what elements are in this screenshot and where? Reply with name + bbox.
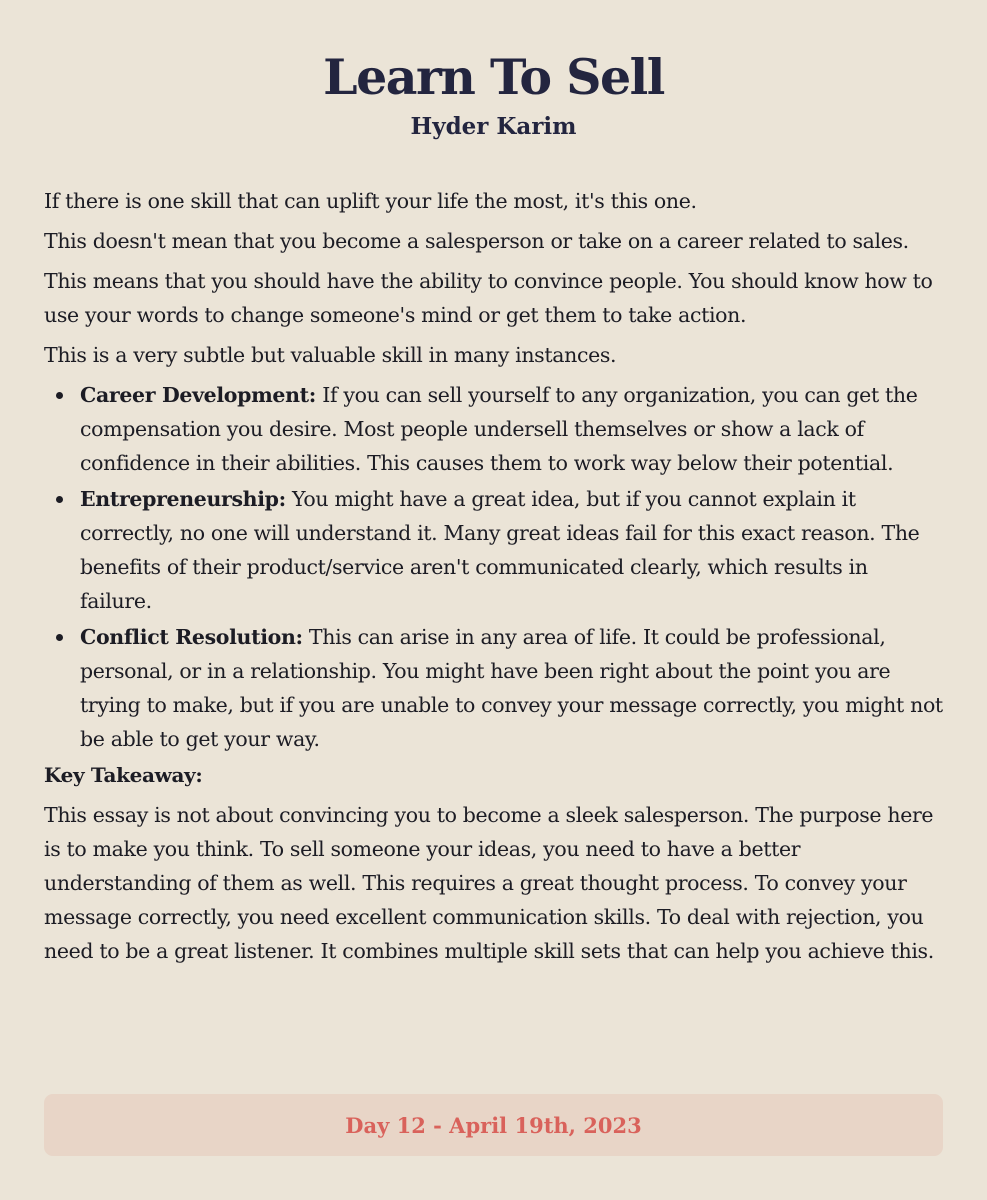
list-item-entrepreneurship [44,482,943,618]
intro-paragraph-4: This is a very subtle but valuable skill in many instances. [44,343,617,367]
bullet-dot-icon [56,634,63,641]
author-name: Hyder Karim [410,113,577,140]
skill-benefits-list [44,378,943,756]
list-item-conflict-resolution [44,620,943,756]
intro-paragraph-2: This doesn't mean that you become a salesperson or take on a career related to sales. [44,229,909,253]
bullet-text: If you can sell yourself to any organization, you can get the compensation you desire. Most people undersell themselves or show a lack of confidence in their abilities. This causes them to work way below their potential. [80,383,918,475]
bullet-text: You might have a great idea, but if you cannot explain it correctly, no one will understand it. Many great ideas fail for this exact reason. The benefits of their product/service aren't communicated clearly, which results in failure. [80,487,920,613]
bullet-text: This can arise in any area of life. It could be professional, personal, or in a relationship. You might have been right about the point you are trying to make, but if you are unable to convey your message correctly, you might not be able to get your way. [80,625,943,751]
essay-title: Learn To Sell [323,48,664,106]
date-banner [44,1094,943,1156]
intro-paragraph-3: This means that you should have the ability to convince people. You should know how to use your words to change someone's mind or get them to take action. [44,269,933,327]
bullet-dot-icon [56,496,63,503]
bullet-label: Entrepreneurship: [80,487,286,511]
bullet-label: Career Development: [80,383,317,407]
date-banner-label: Day 12 - April 19th, 2023 [345,1112,642,1138]
bullet-label: Conflict Resolution: [80,625,303,649]
list-item-career-development [44,378,943,480]
essay-body [44,184,943,968]
intro-paragraph-1: If there is one skill that can uplift your life the most, it's this one. [44,189,697,213]
key-takeaway-heading: Key Takeaway: [44,763,203,787]
key-takeaway-paragraph: This essay is not about convincing you to become a sleek salesperson. The purpose here is to make you think. To sell someone your ideas, you need to have a better understanding of them as well. This requires a great thought process. To convey your message correctly, you need excellent communication skills. To deal with rejection, you need to be a great listener. It combines multiple skill sets that can help you achieve this. [44,803,934,963]
bullet-dot-icon [56,392,63,399]
